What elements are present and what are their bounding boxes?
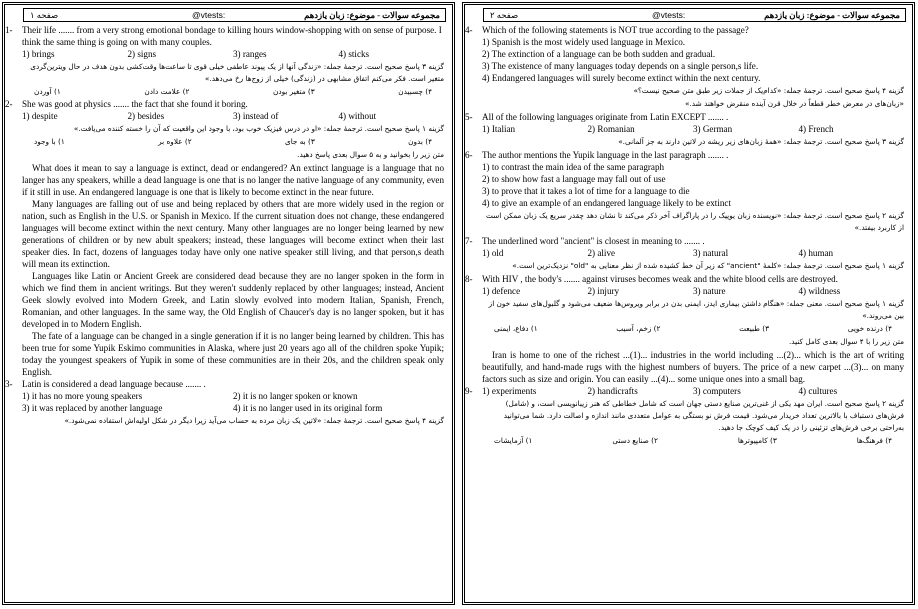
option-2[interactable]: 2) handicrafts xyxy=(587,386,638,396)
option-2[interactable]: 2) alive xyxy=(587,248,616,258)
fa-option-3: ۳) کامپیوترها xyxy=(737,436,777,445)
options xyxy=(482,285,904,297)
question-7 xyxy=(465,235,904,272)
passage-paragraph-1: What does it mean to say a language is extinct, dead or endangered? An extinct language is a language that no langer has any speakers, whille a dead language is one that is no langer the native language of any community, even if it still in use. An endangered language is one that is likely to become extinct in the near future. xyxy=(22,163,444,197)
question-3 xyxy=(5,378,444,427)
answer-explanation: گزینه ۱ پاسخ صحیح است. ترجمه‌ٔ جمله: «او در درس فیزیک خوب بود، با وجود این واقعیت که آن را خسته کننده می‌یافت.» xyxy=(73,124,444,133)
fa-option-4: ۴) بدون xyxy=(408,137,432,146)
option-4[interactable]: 4) without xyxy=(338,111,377,121)
answer-explanation: گزینه ۱ پاسخ صحیح است. معنی جمله: «هنگام داشتن بیماری ایدز، ایمنی بدن در برابر ویروس‌ها ضعیف می‌شود و گلبول‌های سفید خون از بین می‌روند.» xyxy=(488,299,904,320)
option-3[interactable]: 3) natural xyxy=(693,248,729,258)
site-handle: @vtests: xyxy=(192,10,226,20)
option-1[interactable]: 1) despite xyxy=(22,111,58,121)
option-4[interactable]: 4) to give an example of an endangered language likely to be extinct xyxy=(482,198,731,208)
option-1[interactable]: 1) to contrast the main idea of the same paragraph xyxy=(482,162,665,172)
question-number: 6- xyxy=(465,150,473,160)
cloze-passage xyxy=(482,349,904,385)
translated-options xyxy=(482,323,904,335)
option-2[interactable]: 2) to show how fast a language may fall out of use xyxy=(482,174,666,184)
question-stem: She was good at physics ....... the fact that she found it boring. xyxy=(22,99,248,109)
question-number: 2- xyxy=(5,99,13,109)
option-3[interactable]: 3) instead of xyxy=(233,111,279,121)
option-1[interactable]: 1) old xyxy=(482,248,504,258)
question-4 xyxy=(465,24,904,110)
options xyxy=(482,247,904,259)
passage-paragraph-4: The fate of a language can be changed in a single generation if it is no langer being learned by children. This has been true for some Yupik Eskimo communities in Alaska, where just 20 years ago all of the children spoke Yupik; today the youngest speakers of Yupik in some of these communities are in their 20s, and the children speak only English. xyxy=(22,331,444,377)
option-1[interactable]: 1) Spanish is the most widely used language in Mexico. xyxy=(482,37,686,47)
question-1 xyxy=(5,24,444,98)
fa-option-1: ۱) آزمایشات xyxy=(494,436,533,445)
option-2[interactable]: 2) it is no langer spoken or known xyxy=(233,391,358,401)
options xyxy=(22,48,444,60)
option-3[interactable]: 3) German xyxy=(693,124,733,134)
fa-option-4: ۴) چسبیدن xyxy=(398,87,432,96)
fa-option-2: ۲) زخم، آسیب xyxy=(616,324,661,333)
option-4[interactable]: 4) wildness xyxy=(798,286,841,296)
translated-options xyxy=(22,86,444,98)
question-number: 9- xyxy=(465,386,473,396)
fa-option-4: ۴) فرهنگ‌ها xyxy=(856,436,892,445)
options xyxy=(482,385,904,397)
passage-paragraph-3: Languages like Latin or Ancient Greek are considered dead because they are no langer spoken in the form in which we find them in ancient writings. But they weren't suddenly replaced by other languages; instead, Ancient Geek slowly evolved into Modern Greek, and Latin slowly evolved into modern Italian, Spanish, French, Romanian, and other languages. In the same way, the Old English of Chaucer's day is no langer spoken, but it has developed in to Modern English. xyxy=(22,271,444,329)
answer-explanation: گزینه ۲ پاسخ صحیح است. ترجمه‌ٔ جمله: «نویسنده زبان یوپیک را در پاراگراف آخر ذکر می‌کند تا نشان دهد چقدر سریع یک زبان ممکن است از کاربرد بیفتد.» xyxy=(486,211,904,232)
fa-option-1: ۱) آوردن xyxy=(34,87,61,96)
question-number: 5- xyxy=(465,112,473,122)
answer-explanation: گزینه ۳ پاسخ صحیح است. ترجمه‌ٔ جمله: «زندگی آنها از یک پیوند عاطفی خیلی قوی تا ساعت‌ها وقت‌کشی بدون هدف در حال ویترین‌گردی متغیر است. فکر می‌کنم اتفاق مشابهی در (زندگی) خیلی از زوج‌ها رخ می‌دهد.» xyxy=(30,62,444,83)
question-number: 4- xyxy=(465,25,473,35)
question-stem: The author mentions the Yupik language in the last paragraph ....... . xyxy=(482,150,729,160)
question-5 xyxy=(465,111,904,148)
translated-options xyxy=(482,435,904,447)
passage-instruction: متن زیر را بخوانید و به ۵ سوال بعدی پاسخ دهید. xyxy=(297,150,444,159)
fa-option-3: ۳) طبیعت xyxy=(739,324,770,333)
answer-explanation: گزینه ۴ پاسخ صحیح است. ترجمه‌ٔ جمله: «لاتین یک زبان مرده به حساب می‌آید زیرا دیگر در شکل اولیه‌اش استفاده نمی‌شود.» xyxy=(64,416,444,425)
option-2[interactable]: 2) besides xyxy=(127,111,165,121)
option-4[interactable]: 4) French xyxy=(798,124,834,134)
page-title: مجموعه سوالات - موضوع: زبان یازدهم xyxy=(764,10,900,20)
options xyxy=(482,123,904,135)
question-stem: Which of the following statements is NOT true according to the passage? xyxy=(482,25,749,35)
option-3[interactable]: 3) computers xyxy=(693,386,741,396)
question-2 xyxy=(5,98,444,148)
option-4[interactable]: 4) it is no langer used in its original form xyxy=(233,403,383,413)
page-1 xyxy=(2,2,455,605)
passage-paragraph-2: Many languages are falling out of use and being replaced by others that are more widely used in the region or nation, such as English in the U.S. or Spanish in Mexico. If the current situation does not change, these endangered languages will become extinct within the next century. Many other languages are no longer being learned by new generations of children or by new abult speakers; instead, these languages will become extinct when their last speaker dies. In fact, dozens of languages today have only one native speaker still living, and that person,s death will mean its extinction. xyxy=(22,199,444,269)
site-handle: @vtests: xyxy=(652,10,686,20)
option-4[interactable]: 4) Endangered languages will surely become extinct within the next century. xyxy=(482,73,761,83)
content-column xyxy=(465,24,904,447)
options-row-2 xyxy=(22,402,444,414)
translated-options xyxy=(22,136,444,148)
fa-option-3: ۳) به جای xyxy=(285,137,315,146)
option-2[interactable]: 2) injury xyxy=(587,286,620,296)
option-3[interactable]: 3) ranges xyxy=(233,49,267,59)
fa-option-1: ۱) دفاع، ایمنی xyxy=(494,324,538,333)
page-number: صفحه ۲ xyxy=(490,10,519,20)
question-8 xyxy=(465,273,904,335)
answer-translation: «زبان‌های در معرض خطر قطعاً در خلال قرن آینده منقرض خواهند شد.» xyxy=(685,99,904,108)
question-6 xyxy=(465,149,904,234)
fa-option-2: ۲) صنایع دستی xyxy=(612,436,658,445)
cloze-instruction: متن زیر را با ۴ سوال بعدی کامل کنید. xyxy=(788,337,904,346)
page-number: صفحه ۱ xyxy=(30,10,59,20)
option-1[interactable]: 1) brings xyxy=(22,49,55,59)
answer-explanation: گزینه ۲ پاسخ صحیح است. ایران مهد یکی از غنی‌ترین صنایع دستی جهان است که شامل خطاطی که هنر زیبانویسی است، و (شامل) فرش‌های دستباف با بالاترین تعداد خریدار می‌شود. قیمت فرش نو بستگی به عوامل متعددی مانند اندازه و اصالت دارد. شما می‌توانید به‌راحتی برخی فرش‌های تزئینی را در یک کیف کوچک جا دهید. xyxy=(503,399,904,432)
option-3[interactable]: 3) nature xyxy=(693,286,726,296)
option-1[interactable]: 1) experiments xyxy=(482,386,537,396)
option-1[interactable]: 1) Italian xyxy=(482,124,516,134)
reading-passage xyxy=(22,162,444,378)
question-stem: The underlined word "ancient" is closest in meaning to ....... . xyxy=(482,236,705,246)
option-4[interactable]: 4) sticks xyxy=(338,49,370,59)
page-header xyxy=(483,8,906,22)
question-number: 8- xyxy=(465,274,473,284)
answer-explanation: گزینه ۳ پاسخ صحیح است. ترجمه‌ٔ جمله: «همهٔ زبان‌های زیر ریشه در لاتین دارند به جز آلمانی.» xyxy=(618,137,904,146)
question-stem: Latin is considered a dead language because ....... . xyxy=(22,379,206,389)
option-4[interactable]: 4) human xyxy=(798,248,834,258)
question-number: 3- xyxy=(5,379,13,389)
option-2[interactable]: 2) Romanian xyxy=(587,124,635,134)
answer-explanation: گزینه ۱ پاسخ صحیح است. ترجمه‌ٔ جمله: «کلمهٔ "ancient" که زیر آن خط کشیده شده از نظر معنایی به "old" نزدیک‌ترین است.» xyxy=(512,261,904,270)
option-3[interactable]: 3) it was replaced by another language xyxy=(22,403,163,413)
question-number: 7- xyxy=(465,236,473,246)
question-stem: Their life ....... from a very strong emotional bondage to killing hours window-shopping with on sense of purpose. I think the same thing is going on with many couples. xyxy=(22,25,442,47)
fa-option-2: ۲) علاوه بر xyxy=(158,137,192,146)
option-3[interactable]: 3) to prove that it takes a lot of time for a language to die xyxy=(482,186,690,196)
fa-option-3: ۳) متغیر بودن xyxy=(273,87,315,96)
option-3[interactable]: 3) The existence of many languages today depends on a single person,s life. xyxy=(482,61,759,71)
question-stem: All of the following languages originate from Latin EXCEPT ....... . xyxy=(482,112,729,122)
cloze-paragraph: Iran is home to one of the richest ...(1)... industries in the world including ...(2)... which is the art of writing beautifully, and hand-made rugs with the highest numbers of buyers. The price of a new carpet ...(3)... on many factors such as size and origin. You can easily ...(4)... some unique ones into a small bag. xyxy=(482,350,904,384)
option-2[interactable]: 2) The extinction of a language can be both sudden and gradual. xyxy=(482,49,716,59)
option-2[interactable]: 2) signs xyxy=(127,49,157,59)
question-stem: With HIV , the body's ....... against viruses becomes weak and the white blood cells are destroyed. xyxy=(482,274,838,284)
page-2 xyxy=(462,2,915,605)
option-1[interactable]: 1) defence xyxy=(482,286,521,296)
fa-option-2: ۲) علامت دادن xyxy=(144,87,190,96)
content-column xyxy=(5,24,444,428)
option-4[interactable]: 4) cultures xyxy=(798,386,838,396)
answer-explanation: گزینه ۴ پاسخ صحیح است. ترجمه‌ٔ جمله: «کدام‌یک از جملات زیر طبق متن صحیح نیست؟» xyxy=(633,86,904,95)
page-header xyxy=(23,8,446,22)
options xyxy=(22,110,444,122)
question-9 xyxy=(465,385,904,447)
page-title: مجموعه سوالات - موضوع: زبان یازدهم xyxy=(304,10,440,20)
question-number: 1- xyxy=(5,25,13,35)
option-1[interactable]: 1) it has no more young speakers xyxy=(22,391,143,401)
fa-option-4: ۴) درنده خویی xyxy=(847,324,892,333)
fa-option-1: ۱) با وجود xyxy=(34,137,65,146)
options-row-1 xyxy=(22,390,444,402)
